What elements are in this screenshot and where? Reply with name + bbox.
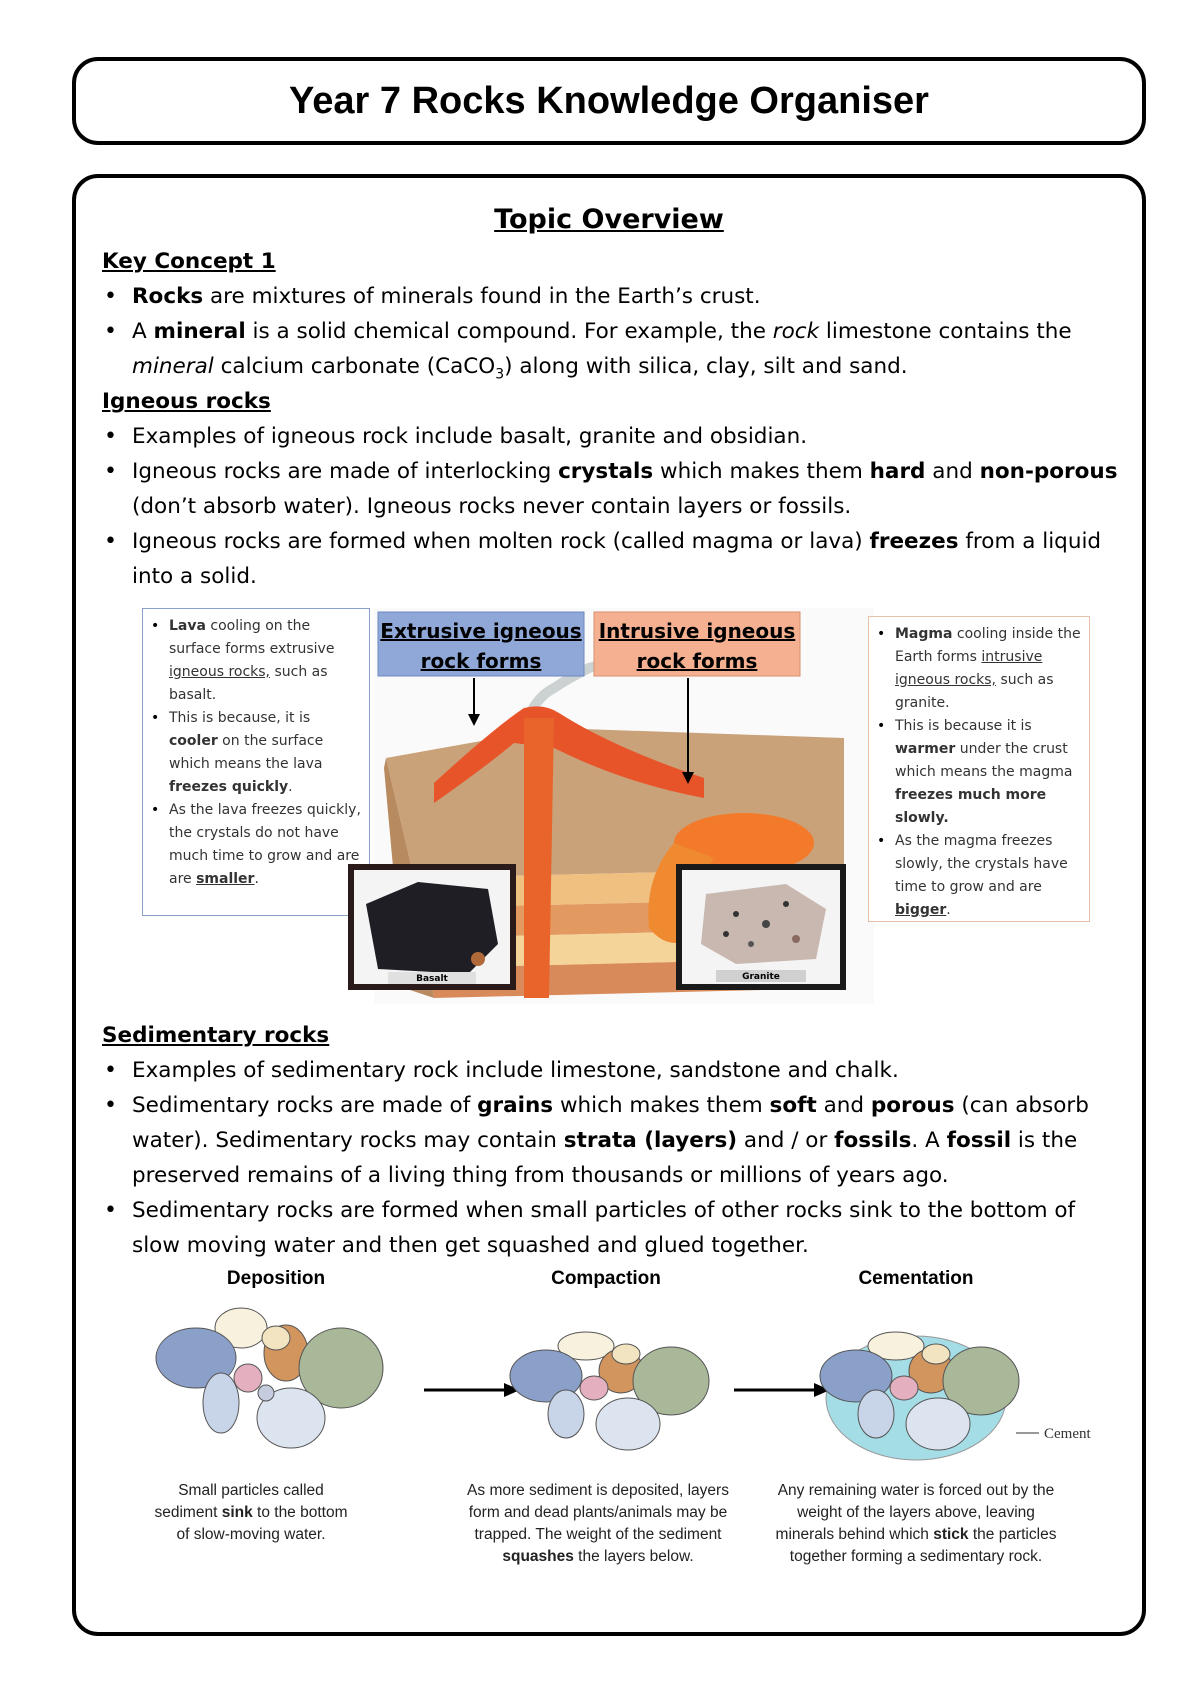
list-item: • A mineral is a solid chemical compound. For example, the rock limestone contains the mineral calcium carbonate (CaCO$_3$) along with silica, clay, silt and sand. [132,314,1118,392]
compaction-particles [510,1332,709,1450]
intrusive-label: Intrusive igneous rock forms [598,619,796,673]
list-item: • Igneous rocks are made of interlocking crystals which makes them hard and non-porous (don’t absorb water). Igneous rocks never contain layers or fossils. [132,454,1118,524]
list-item: • This is because, it is cooler on the surface which means the lava freezes quickly. [169,707,361,799]
caption-deposition: Small particles called sediment sink to the bottom of slow-moving water. [154,1482,348,1543]
granite-photo [676,864,846,990]
igneous-section [102,384,1118,594]
cementation-particles [820,1332,1019,1460]
list-item: • As the lava freezes quickly, the crystals do not have much time to grow and are are smaller. [169,799,361,891]
granite-caption: Granite [742,972,780,982]
title-box [72,57,1146,145]
list-item: • Examples of igneous rock include basalt, granite and obsidian. [132,419,1118,454]
list-item: • Igneous rocks are formed when molten rock (called magma or lava) freezes from a liquid into a solid. [132,524,1118,594]
page-title: Year 7 Rocks Knowledge Organiser [289,79,929,122]
list-item: • Sedimentary rocks are made of grains which makes them soft and porous (can absorb water). Sedimentary rocks may contain strata (layers) and / or fossils. A fossil is the preserved remains of a living thing from thousands or millions of years ago. [132,1088,1118,1193]
caption-cementation: Any remaining water is forced out by the weight of the layers above, leaving minerals behind which stick the particles together forming a sedimentary rock. [775,1482,1057,1565]
extrusive-label: Extrusive igneous rock forms [380,619,582,673]
igneous-heading: Igneous rocks [102,389,271,414]
list-item: • Rocks are mixtures of minerals found in the Earth’s crust. [132,279,1118,314]
list-item: • Sedimentary rocks are formed when small particles of other rocks sink to the bottom of slow moving water and then get squashed and glued together. [132,1193,1118,1263]
list-item: • This is because it is warmer under the crust which means the magma freezes much more slowly. [895,715,1081,830]
intrusive-info-box [868,616,1090,922]
list-item: • Magma cooling inside the Earth forms intrusive igneous rocks, such as granite. [895,623,1081,715]
stage-title-cementation: Cementation [858,1268,974,1289]
cement-label: Cement [1044,1426,1091,1442]
stage-title-deposition: Deposition [226,1268,326,1289]
sedimentary-section [102,1018,1118,1263]
overview-heading: Topic Overview [494,204,724,235]
coin [471,952,485,966]
magma-conduit [524,718,554,998]
basalt-caption: Basalt [416,974,448,984]
extrusive-info-box [142,608,370,916]
list-item: • As the magma freezes slowly, the crystals have time to grow and are bigger. [895,830,1081,922]
sediment-process-diagram [136,1298,1096,1468]
topic-overview-box [72,174,1146,1636]
stage-title-compaction: Compaction [551,1268,661,1289]
key-concept-heading: Key Concept 1 [102,249,276,274]
sedimentary-heading: Sedimentary rocks [102,1023,330,1048]
deposition-particles [156,1308,383,1448]
caption-compaction: As more sediment is deposited, layers form and dead plants/animals may be trapped. The weight of the sediment squashes the layers below. [467,1482,729,1565]
list-item: • Examples of sedimentary rock include limestone, sandstone and chalk. [132,1053,1118,1088]
key-concept-section [102,244,1118,392]
basalt-photo [348,864,516,990]
list-item: • Lava cooling on the surface forms extrusive igneous rocks, such as basalt. [169,615,361,707]
